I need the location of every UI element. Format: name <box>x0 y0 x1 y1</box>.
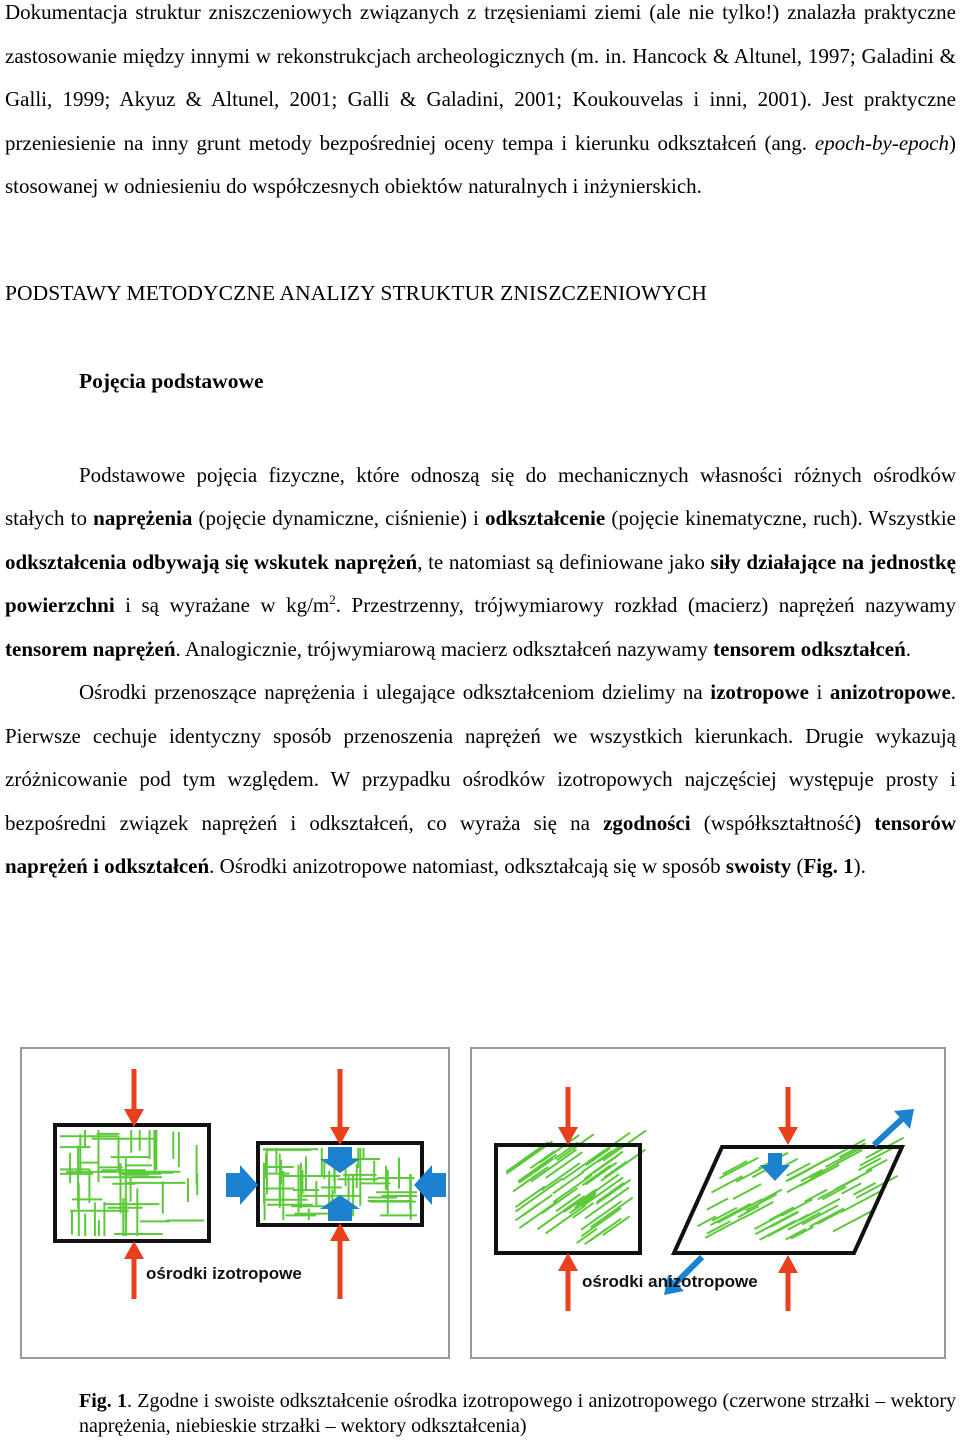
text-run: i są wyrażane w kg/m <box>114 593 330 617</box>
superscript: 2 <box>329 592 336 607</box>
term-strain: odkształcenie <box>485 506 606 530</box>
panel-border <box>21 1048 449 1358</box>
text-run: . Ośrodki anizotropowe natomiast, odkształcają się w sposób <box>209 854 726 878</box>
text-run: . Analogicznie, trójwymiarową macierz odkształceń nazywamy <box>175 636 714 661</box>
text-run: . Przestrzenny, trójwymiarowy rozkład (macierz) naprężeń nazywamy <box>335 593 956 617</box>
caption-text: . Zgodne i swoiste odkształcenie ośrodka izotropowego i anizotropowego (czerwone strzałki – wektory naprężenia, niebieskie strzałki – wektory odkształcenia) <box>79 1390 957 1437</box>
intro-paragraph <box>5 0 956 209</box>
caption-label: Fig. 1 <box>79 1390 128 1412</box>
term-stress-tensor: tensorem naprężeń <box>5 636 176 661</box>
text-run: (pojęcie dynamiczne, ciśnienie) i <box>192 506 485 530</box>
paragraph-concepts <box>5 454 956 672</box>
bold-phrase: siły działające na jednostkę powierzchni <box>5 549 956 617</box>
term-stress: naprężenia <box>93 506 193 530</box>
intro-emphasis: epoch-by-epoch <box>814 130 949 155</box>
term-anisotropic: anizotropowe <box>829 680 951 704</box>
isotropic-panel <box>20 1047 450 1359</box>
document-page <box>5 0 956 889</box>
text-run: . <box>905 636 912 661</box>
text-run: Ośrodki przenoszące naprężenia i ulegające odkształceniom dzielimy na <box>79 680 711 704</box>
intro-text: Dokumentacja struktur zniszczeniowych związanych z trzęsieniami ziemi (ale nie tylko!) znalazła praktyczne zastosowanie między innymi w rekonstrukcjach archeologicznych (m. in. Hancock & Altunel, 1997; Galadini & Galli, 1999; Akyuz & Altunel, 2001; Galli & Galadini, 2001; Koukouvelas i inni, 2001). Jest praktyczne przeniesienie na inny grunt metody bezpośredniej oceny tempa i kierunku odkształceń (ang. <box>5 0 956 155</box>
bold-phrase: zgodności <box>603 810 691 835</box>
term-specific: swoisty <box>725 854 792 878</box>
paragraph-media <box>5 671 956 889</box>
text-run: ( <box>791 854 804 878</box>
text-run: (współkształtność <box>690 810 855 835</box>
intro-text-end: ) stosowanej w odniesieniu do współczesnych obiektów naturalnych i inżynierskich. <box>5 130 956 198</box>
subsection-title: Pojęcia podstawowe <box>79 368 264 393</box>
text-run: , te natomiast są definiowane jako <box>417 549 711 574</box>
figure-1 <box>0 1047 946 1359</box>
section-title: PODSTAWY METODYCZNE ANALIZY STRUKTUR ZNISZCZENIOWYCH <box>5 280 708 305</box>
figure-label-anisotropic: ośrodki anizotropowe <box>582 1272 758 1291</box>
bold-phrase: ) tensorów naprężeń i odkształceń <box>5 810 956 878</box>
figure-label-isotropic: ośrodki izotropowe <box>146 1264 302 1283</box>
text-run: i <box>809 680 830 704</box>
anisotropic-panel <box>470 1047 946 1359</box>
figure-caption <box>79 1389 956 1439</box>
term-isotropic: izotropowe <box>710 680 810 704</box>
text-run: (pojęcie kinematyczne, ruch). Wszystkie <box>605 506 956 530</box>
text-run: . Pierwsze cechuje identyczny sposób przenoszenia naprężeń we wszystkich kierunkach. Drugie wykazują zróżnicowanie pod tym względem. W przypadku ośrodków izotropowych najczęściej występuje prosty i bezpośredni związek naprężeń i odkształceń, co wyraża się na <box>5 680 957 835</box>
bold-phrase: odkształcenia odbywają się wskutek naprężeń <box>5 549 418 574</box>
text-run: Podstawowe pojęcia fizyczne, które odnoszą się do mechanicznych własności różnych ośrodków stałych to <box>5 462 956 530</box>
figure-reference: Fig. 1 <box>803 854 854 878</box>
term-strain-tensor: tensorem odkształceń <box>713 636 906 661</box>
text-run: ). <box>853 854 866 878</box>
